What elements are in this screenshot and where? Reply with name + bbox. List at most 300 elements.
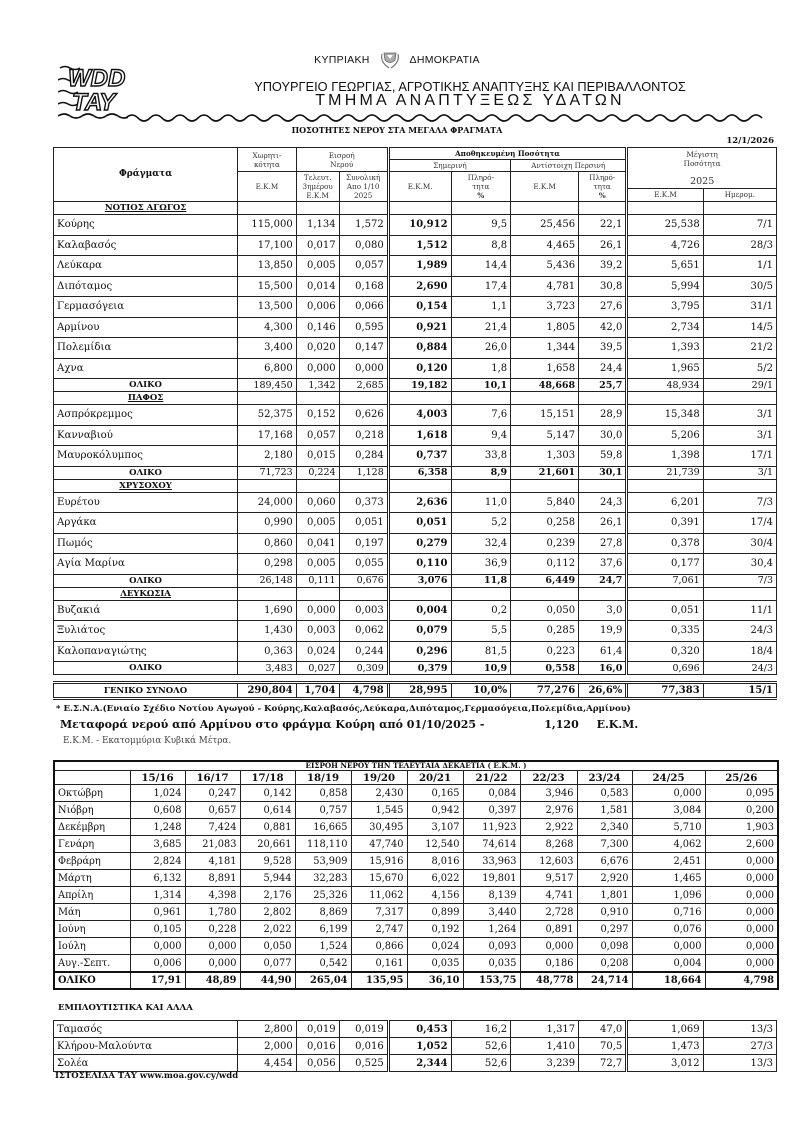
- stored-last-year: 0,285: [511, 621, 579, 642]
- dam-name: Ξυλιάτος: [54, 621, 238, 642]
- inflow-value: 2,747: [351, 921, 407, 938]
- fill-today: 7,6: [451, 405, 511, 426]
- inflow-total-value: 17,91: [130, 972, 185, 989]
- inflow-value: 4,181: [185, 853, 240, 870]
- inflow-value: 47,740: [351, 836, 407, 853]
- month-row: [54, 870, 778, 887]
- inflow-last: 0,019: [296, 1021, 339, 1038]
- other-dams-title: ΕΜΠΛΟΥΤΙΣΤΙΚΑ ΚΑΙ ΑΛΛΑ: [58, 1003, 193, 1013]
- inflow-total-value: 18,664: [632, 972, 705, 989]
- stored-today: 0,154: [388, 297, 451, 318]
- empty-cell: [703, 202, 776, 215]
- fill-last-year: 16,0: [579, 662, 627, 675]
- stored-today: 1,989: [388, 256, 451, 277]
- inflow-total-value: 153,75: [463, 972, 520, 989]
- header-max-ekm: Ε.Κ.Μ: [627, 188, 703, 201]
- empty-cell: [627, 392, 703, 405]
- empty-cell: [54, 771, 130, 785]
- year-header: 15/16: [130, 771, 185, 785]
- inflow-value: 0,000: [632, 785, 705, 802]
- inflow-value: 6,676: [577, 853, 632, 870]
- inflow-value: 0,192: [407, 921, 463, 938]
- stored-today: 0,921: [388, 317, 451, 338]
- inflow-value: 0,142: [240, 785, 295, 802]
- fill-last-year: 28,9: [579, 405, 627, 426]
- inflow-value: 7,424: [185, 819, 240, 836]
- capacity: 17,168: [238, 425, 297, 446]
- transfer-unit: Ε.Κ.Μ.: [596, 718, 639, 731]
- dam-name: Ευρέτου: [54, 492, 238, 513]
- inflow-value: 0,095: [705, 785, 778, 802]
- empty-cell: [296, 202, 339, 215]
- logo-text-tay: ΤΑΥ: [72, 89, 116, 116]
- inflow-total: 0,525: [339, 1055, 388, 1072]
- inflow-value: 0,000: [632, 938, 705, 955]
- dam-name: Σολέα: [54, 1055, 238, 1072]
- stored-today: 0,110: [388, 554, 451, 575]
- fill-today: 9,5: [451, 215, 511, 236]
- inflow-value: 16,665: [295, 819, 351, 836]
- inflow-value: 53,909: [295, 853, 351, 870]
- dam-row: [54, 317, 777, 338]
- fill-today: 10,0%: [451, 683, 511, 699]
- dam-row: [54, 621, 777, 642]
- inflow-total: 0,218: [339, 425, 388, 446]
- inflow-value: 0,093: [463, 938, 520, 955]
- month-row: [54, 819, 778, 836]
- inflow-value: 2,451: [632, 853, 705, 870]
- inflow-value: 0,866: [351, 938, 407, 955]
- fill-today: 52,6: [451, 1055, 511, 1072]
- inflow-value: 15,670: [351, 870, 407, 887]
- total-label: ΟΛΙΚΟ: [54, 466, 238, 479]
- fill-today: 21,4: [451, 317, 511, 338]
- inflow-last: 0,020: [296, 338, 339, 359]
- dam-name: Αργάκα: [54, 513, 238, 534]
- website-footer: ΙΣΤΟΣΕΛΙΔΑ ΤΑΥ www.moa.gov.cy/wdd: [55, 1071, 239, 1081]
- max-date: 13/3: [703, 1021, 776, 1038]
- inflow-value: 2,340: [577, 819, 632, 836]
- stored-today: 1,512: [388, 235, 451, 256]
- fill-last-year: 30,0: [579, 425, 627, 446]
- inflow-last: 0,041: [296, 533, 339, 554]
- inflow-value: 0,000: [705, 938, 778, 955]
- stored-last-year: 0,223: [511, 641, 579, 662]
- dam-row: [54, 405, 777, 426]
- stored-last-year: 0,558: [511, 662, 579, 675]
- empty-cell: [627, 675, 703, 683]
- inflow-value: 1,465: [632, 870, 705, 887]
- inflow-value: 0,084: [463, 785, 520, 802]
- stored-last-year: 48,668: [511, 379, 579, 392]
- max-quantity: 0,378: [627, 533, 703, 554]
- max-quantity: 25,538: [627, 215, 703, 236]
- dam-name: Πωμός: [54, 533, 238, 554]
- cyprus-emblem-icon: [379, 50, 401, 70]
- stored-last-year: 0,112: [511, 554, 579, 575]
- section-name: ΝΟΤΙΟΣ ΑΓΩΓΟΣ: [54, 202, 238, 215]
- stored-today: 4,003: [388, 405, 451, 426]
- fill-today: 5,5: [451, 621, 511, 642]
- stored-today: 2,690: [388, 276, 451, 297]
- fill-last-year: 42,0: [579, 317, 627, 338]
- month-name: Αυγ.-Σεπτ.: [54, 955, 130, 973]
- dam-name: Γερμασόγεια: [54, 297, 238, 318]
- empty-cell: [579, 587, 627, 600]
- inflow-value: 3,440: [463, 904, 520, 921]
- dam-row: [54, 1021, 777, 1038]
- inflow-total: 0,080: [339, 235, 388, 256]
- inflow-total: 0,284: [339, 446, 388, 467]
- inflow-total: 0,197: [339, 533, 388, 554]
- stored-last-year: 0,239: [511, 533, 579, 554]
- inflow-value: 0,035: [407, 955, 463, 973]
- max-date: 5/2: [703, 358, 776, 379]
- header-ly-ekm: Ε.Κ.Μ: [511, 172, 579, 202]
- dam-row: [54, 276, 777, 297]
- empty-cell: [703, 392, 776, 405]
- inflow-last: 0,056: [296, 1055, 339, 1072]
- inflow-total: 0,051: [339, 513, 388, 534]
- capacity: 71,723: [238, 466, 297, 479]
- inflow-last: 0,060: [296, 492, 339, 513]
- inflow-value: 4,062: [632, 836, 705, 853]
- inflow-value: 1,024: [130, 785, 185, 802]
- inflow-value: 30,495: [351, 819, 407, 836]
- inflow-total: 0,309: [339, 662, 388, 675]
- stored-today: 10,912: [388, 215, 451, 236]
- max-date: 1/1: [703, 256, 776, 277]
- max-quantity: 21,739: [627, 466, 703, 479]
- dam-row: [54, 554, 777, 575]
- header-capacity-unit: Ε.Κ.Μ: [238, 172, 297, 202]
- unit-legend: Ε.Κ.Μ. - Εκατομμύρια Κυβικά Μέτρα.: [63, 736, 232, 746]
- empty-cell: [238, 202, 297, 215]
- esna-note: * Ε.Σ.Ν.Α.(Ενιαίο Σχέδιο Νοτίου Αγωγού - Κούρης,Καλαβασός,Λεύκαρα,Διπόταμος,Γερμασόγεια,Πολεμίδια,Αρμίνου): [56, 704, 631, 714]
- report-date: 12/1/2026: [726, 136, 774, 146]
- max-quantity: 2,734: [627, 317, 703, 338]
- empty-cell: [339, 202, 388, 215]
- inflow-value: 4,741: [520, 887, 577, 904]
- capacity: 13,500: [238, 297, 297, 318]
- capacity: 2,800: [238, 1021, 297, 1038]
- stored-last-year: 1,805: [511, 317, 579, 338]
- inflow-value: 20,661: [240, 836, 295, 853]
- fill-today: 11,0: [451, 492, 511, 513]
- inflow-value: 0,000: [705, 955, 778, 973]
- empty-cell: [388, 202, 451, 215]
- inflow-total-row: [54, 972, 778, 989]
- inflow-last: 0,057: [296, 425, 339, 446]
- capacity: 290,804: [238, 683, 297, 699]
- year-header: 19/20: [351, 771, 407, 785]
- stored-last-year: 1,303: [511, 446, 579, 467]
- empty-cell: [627, 587, 703, 600]
- inflow-total-value: 44,90: [240, 972, 295, 989]
- max-quantity: 1,473: [627, 1038, 703, 1055]
- fill-today: 1,8: [451, 358, 511, 379]
- month-name: Μάη: [54, 904, 130, 921]
- dam-row: [54, 338, 777, 359]
- stored-today: 0,279: [388, 533, 451, 554]
- inflow-total-value: 24,714: [577, 972, 632, 989]
- month-name: Δεκέμβρη: [54, 819, 130, 836]
- max-date: 31/1: [703, 297, 776, 318]
- header-today: Σημερινή: [388, 160, 510, 172]
- stored-today: 0,884: [388, 338, 451, 359]
- inflow-value: 0,881: [240, 819, 295, 836]
- max-date: 24/3: [703, 662, 776, 675]
- total-label: ΟΛΙΚΟ: [54, 972, 130, 989]
- capacity: 6,800: [238, 358, 297, 379]
- year-header: 18/19: [295, 771, 351, 785]
- inflow-value: 0,050: [240, 938, 295, 955]
- transfer-text: Μεταφορά νερού από Αρμίνου στο φράγμα Κούρη από 01/10/2025 -: [60, 718, 485, 731]
- inflow-value: 7,300: [577, 836, 632, 853]
- empty-cell: [388, 675, 451, 683]
- republic-right: ΔΗΜΟΚΡΑΤΙΑ: [409, 53, 480, 66]
- empty-cell: [238, 479, 297, 492]
- inflow-value: 0,228: [185, 921, 240, 938]
- inflow-value: 0,899: [407, 904, 463, 921]
- inflow-value: 0,000: [130, 938, 185, 955]
- inflow-value: 0,035: [463, 955, 520, 973]
- max-quantity: 0,391: [627, 513, 703, 534]
- inflow-value: 2,430: [351, 785, 407, 802]
- inflow-total: 0,676: [339, 574, 388, 587]
- max-quantity: 0,696: [627, 662, 703, 675]
- empty-cell: [296, 587, 339, 600]
- inflow-value: 9,528: [240, 853, 295, 870]
- capacity: 189,450: [238, 379, 297, 392]
- dam-name: Αχνα: [54, 358, 238, 379]
- month-name: Μάρτη: [54, 870, 130, 887]
- inflow-decade-table: [53, 760, 779, 990]
- inflow-value: 0,583: [577, 785, 632, 802]
- stored-last-year: 1,410: [511, 1038, 579, 1055]
- inflow-value: 2,976: [520, 802, 577, 819]
- empty-cell: [339, 392, 388, 405]
- dam-name: Ασπρόκρεμμος: [54, 405, 238, 426]
- inflow-last: 0,015: [296, 446, 339, 467]
- max-quantity: 1,393: [627, 338, 703, 359]
- max-date: 11/1: [703, 600, 776, 621]
- inflow-value: 0,200: [705, 802, 778, 819]
- inflow-total-value: 48,778: [520, 972, 577, 989]
- dam-name: Ταμασός: [54, 1021, 238, 1038]
- inflow-value: 25,326: [295, 887, 351, 904]
- inflow-value: 33,963: [463, 853, 520, 870]
- inflow-total-value: 135,95: [351, 972, 407, 989]
- inflow-last: 0,224: [296, 466, 339, 479]
- inflow-value: 12,540: [407, 836, 463, 853]
- inflow-value: 5,944: [240, 870, 295, 887]
- inflow-value: 0,024: [407, 938, 463, 955]
- year-header: 22/23: [520, 771, 577, 785]
- fill-last-year: 70,5: [579, 1038, 627, 1055]
- max-date: 7/1: [703, 215, 776, 236]
- stored-today: 0,296: [388, 641, 451, 662]
- month-name: Φεβράρη: [54, 853, 130, 870]
- dam-name: Μαυροκόλυμπος: [54, 446, 238, 467]
- year-header: 20/21: [407, 771, 463, 785]
- inflow-value: 1,096: [632, 887, 705, 904]
- max-quantity: 5,651: [627, 256, 703, 277]
- inflow-value: 32,283: [295, 870, 351, 887]
- header-max: Μέγιστη Ποσότητα 2025: [627, 148, 777, 189]
- inflow-last: 0,024: [296, 641, 339, 662]
- empty-cell: [388, 587, 451, 600]
- inflow-value: 8,268: [520, 836, 577, 853]
- capacity: 1,690: [238, 600, 297, 621]
- capacity: 24,000: [238, 492, 297, 513]
- stored-last-year: 1,317: [511, 1021, 579, 1038]
- fill-last-year: 47,0: [579, 1021, 627, 1038]
- max-date: 15/1: [703, 683, 776, 699]
- dam-row: [54, 1055, 777, 1072]
- month-row: [54, 853, 778, 870]
- max-quantity: 0,320: [627, 641, 703, 662]
- inflow-last: 1,134: [296, 215, 339, 236]
- header-capacity: Χωρητι- κότητα: [238, 148, 297, 172]
- stored-last-year: 15,151: [511, 405, 579, 426]
- inflow-value: 2,922: [520, 819, 577, 836]
- empty-cell: [511, 392, 579, 405]
- fill-today: 8,8: [451, 235, 511, 256]
- inflow-value: 0,757: [295, 802, 351, 819]
- max-quantity: 48,934: [627, 379, 703, 392]
- dam-name: Διπόταμος: [54, 276, 238, 297]
- dam-row: [54, 533, 777, 554]
- max-quantity: 1,398: [627, 446, 703, 467]
- fill-last-year: 26,1: [579, 513, 627, 534]
- inflow-value: 2,920: [577, 870, 632, 887]
- inflow-value: 0,000: [520, 938, 577, 955]
- section-header-row: [54, 587, 777, 600]
- inflow-value: 0,098: [577, 938, 632, 955]
- inflow-value: 0,000: [705, 921, 778, 938]
- inflow-last: 1,704: [296, 683, 339, 699]
- stored-last-year: 3,723: [511, 297, 579, 318]
- dam-row: [54, 235, 777, 256]
- empty-cell: [451, 675, 511, 683]
- empty-cell: [451, 587, 511, 600]
- inflow-value: 21,083: [185, 836, 240, 853]
- max-quantity: 0,335: [627, 621, 703, 642]
- stored-last-year: 5,436: [511, 256, 579, 277]
- year-header: 17/18: [240, 771, 295, 785]
- inflow-value: 0,000: [705, 870, 778, 887]
- fill-today: 10,1: [451, 379, 511, 392]
- month-name: Απρίλη: [54, 887, 130, 904]
- section-name: ΛΕΥΚΩΣΙΑ: [54, 587, 238, 600]
- inflow-total: 0,062: [339, 621, 388, 642]
- fill-last-year: 39,5: [579, 338, 627, 359]
- fill-today: 36,9: [451, 554, 511, 575]
- inflow-value: 3,946: [520, 785, 577, 802]
- section-header-row: [54, 392, 777, 405]
- stored-last-year: 5,840: [511, 492, 579, 513]
- total-label: ΟΛΙΚΟ: [54, 574, 238, 587]
- fill-today: 17,4: [451, 276, 511, 297]
- month-row: [54, 938, 778, 955]
- capacity: 26,148: [238, 574, 297, 587]
- inflow-value: 2,802: [240, 904, 295, 921]
- other-dams-table: [53, 1020, 777, 1072]
- max-quantity: 15,348: [627, 405, 703, 426]
- inflow-value: 0,614: [240, 802, 295, 819]
- section-total-row: [54, 466, 777, 479]
- stored-today: 0,004: [388, 600, 451, 621]
- max-date: 29/1: [703, 379, 776, 392]
- inflow-value: 0,077: [240, 955, 295, 973]
- dam-row: [54, 297, 777, 318]
- stored-today: 0,737: [388, 446, 451, 467]
- inflow-last: 0,000: [296, 358, 339, 379]
- empty-cell: [339, 587, 388, 600]
- fill-last-year: 30,8: [579, 276, 627, 297]
- stored-last-year: 25,456: [511, 215, 579, 236]
- fill-last-year: 19,9: [579, 621, 627, 642]
- inflow-value: 0,208: [577, 955, 632, 973]
- capacity: 0,990: [238, 513, 297, 534]
- waves-decoration: [56, 106, 778, 126]
- inflow-value: 0,858: [295, 785, 351, 802]
- inflow-last: 0,005: [296, 513, 339, 534]
- inflow-value: 0,006: [130, 955, 185, 973]
- header-inflow-total: Συνολική Απο 1/10 2025: [339, 172, 388, 202]
- capacity: 17,100: [238, 235, 297, 256]
- inflow-value: 2,824: [130, 853, 185, 870]
- empty-cell: [579, 675, 627, 683]
- department-name: ΤΜΗΜΑ ΑΝΑΠΤΥΞΕΩΣ ΥΔΑΤΩΝ: [315, 92, 625, 109]
- empty-cell: [511, 675, 579, 683]
- dam-row: [54, 215, 777, 236]
- inflow-value: 1,903: [705, 819, 778, 836]
- dam-name: Κούρης: [54, 215, 238, 236]
- inflow-value: 0,297: [577, 921, 632, 938]
- inflow-value: 3,084: [632, 802, 705, 819]
- transfer-value: 1,120: [544, 718, 579, 731]
- inflow-total: 0,000: [339, 358, 388, 379]
- inflow-value: 1,545: [351, 802, 407, 819]
- inflow-total-value: 265,04: [295, 972, 351, 989]
- inflow-value: 1,581: [577, 802, 632, 819]
- dam-row: [54, 600, 777, 621]
- empty-cell: [451, 479, 511, 492]
- republic-left: ΚΥΠΡΙΑΚΗ: [314, 53, 370, 66]
- inflow-value: 6,022: [407, 870, 463, 887]
- inflow-value: 8,016: [407, 853, 463, 870]
- inflow-value: 11,062: [351, 887, 407, 904]
- header-max-date: Ημερομ.: [703, 188, 776, 201]
- year-header: 21/22: [463, 771, 520, 785]
- empty-cell: [579, 202, 627, 215]
- max-date: 14/5: [703, 317, 776, 338]
- max-quantity: 5,206: [627, 425, 703, 446]
- inflow-value: 0,961: [130, 904, 185, 921]
- fill-today: 81,5: [451, 641, 511, 662]
- inflow-total: 0,147: [339, 338, 388, 359]
- document-title: ΠΟΣΟΤΗΤΕΣ ΝΕΡΟΥ ΣΤΑ ΜΕΓΑΛΑ ΦΡΑΓΜΑΤΑ: [291, 125, 503, 135]
- stored-last-year: 21,601: [511, 466, 579, 479]
- stored-today: 2,344: [388, 1055, 451, 1072]
- year-header: 25/26: [705, 771, 778, 785]
- max-date: 18/4: [703, 641, 776, 662]
- max-quantity: 3,795: [627, 297, 703, 318]
- fill-today: 10,9: [451, 662, 511, 675]
- fill-last-year: 24,7: [579, 574, 627, 587]
